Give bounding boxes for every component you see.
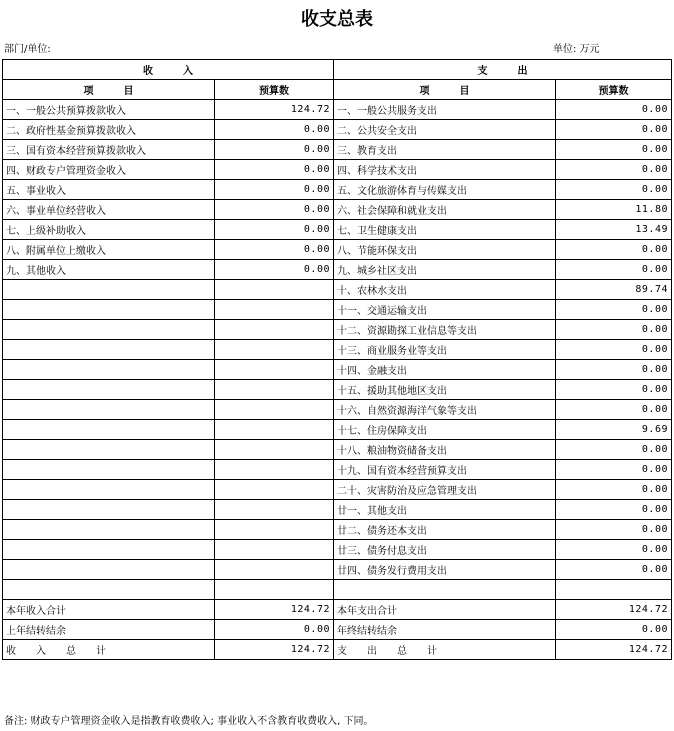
- income-item-value: 0.00: [215, 140, 334, 160]
- table-row: [3, 120, 672, 140]
- table-row: [3, 260, 672, 280]
- expense-item-value: 0.00: [556, 340, 672, 360]
- empty-cell: [215, 360, 334, 380]
- expense-item-name: 廿二、债务还本支出: [334, 520, 556, 540]
- table-row: [3, 280, 672, 300]
- empty-cell: [215, 320, 334, 340]
- empty-cell: [3, 460, 215, 480]
- expense-item-value: 0.00: [556, 140, 672, 160]
- table-row: [3, 360, 672, 380]
- income-item-name: 六、事业单位经营收入: [3, 200, 215, 220]
- table-row: [3, 340, 672, 360]
- empty-cell: [556, 580, 672, 600]
- empty-cell: [3, 480, 215, 500]
- expense-item-value: 0.00: [556, 500, 672, 520]
- expense-item-name: 十八、粮油物资储备支出: [334, 440, 556, 460]
- expense-item-name: 八、节能环保支出: [334, 240, 556, 260]
- income-item-value: 124.72: [215, 100, 334, 120]
- expense-item-value: 0.00: [556, 160, 672, 180]
- empty-cell: [215, 300, 334, 320]
- table-row: [3, 580, 672, 600]
- expense-year-total-value: 124.72: [556, 600, 672, 620]
- empty-cell: [3, 340, 215, 360]
- empty-cell: [215, 480, 334, 500]
- table-row: [3, 480, 672, 500]
- expense-item-name: 廿三、债务付息支出: [334, 540, 556, 560]
- empty-cell: [215, 400, 334, 420]
- income-budget-header: 预算数: [215, 80, 334, 100]
- empty-cell: [215, 460, 334, 480]
- empty-cell: [3, 400, 215, 420]
- empty-cell: [3, 560, 215, 580]
- expense-item-header: 项 目: [334, 80, 556, 100]
- carry-in-value: 0.00: [215, 620, 334, 640]
- total-row: [3, 640, 672, 660]
- expense-item-name: 七、卫生健康支出: [334, 220, 556, 240]
- expense-item-name: 十九、国有资本经营预算支出: [334, 460, 556, 480]
- expense-item-value: 0.00: [556, 540, 672, 560]
- table-row: [3, 160, 672, 180]
- carry-out-label: 年终结转结余: [334, 620, 556, 640]
- expense-year-total-label: 本年支出合计: [334, 600, 556, 620]
- expense-item-name: 十六、自然资源海洋气象等支出: [334, 400, 556, 420]
- expense-item-value: 0.00: [556, 120, 672, 140]
- expense-item-name: 十二、资源勘探工业信息等支出: [334, 320, 556, 340]
- page-title: 收支总表: [301, 9, 373, 30]
- department-label: 部门/单位:: [4, 44, 51, 55]
- expense-item-name: 十五、援助其他地区支出: [334, 380, 556, 400]
- expense-item-name: 一、一般公共服务支出: [334, 100, 556, 120]
- expense-item-value: 89.74: [556, 280, 672, 300]
- expense-item-value: 0.00: [556, 260, 672, 280]
- expense-item-value: 0.00: [556, 400, 672, 420]
- expense-item-name: 十三、商业服务业等支出: [334, 340, 556, 360]
- income-item-value: 0.00: [215, 180, 334, 200]
- table-row: [3, 460, 672, 480]
- total-row: [3, 620, 672, 640]
- empty-cell: [215, 420, 334, 440]
- expense-item-name: 十、农林水支出: [334, 280, 556, 300]
- empty-cell: [215, 540, 334, 560]
- expense-item-name: 九、城乡社区支出: [334, 260, 556, 280]
- expense-item-value: 9.69: [556, 420, 672, 440]
- income-item-name: 四、财政专户管理资金收入: [3, 160, 215, 180]
- empty-cell: [215, 340, 334, 360]
- empty-cell: [215, 440, 334, 460]
- empty-cell: [215, 580, 334, 600]
- expense-item-value: 0.00: [556, 180, 672, 200]
- column-header-row: [3, 80, 672, 100]
- income-item-value: 0.00: [215, 240, 334, 260]
- income-item-name: 一、一般公共预算拨款收入: [3, 100, 215, 120]
- expense-item-name: 十四、金融支出: [334, 360, 556, 380]
- income-item-name: 九、其他收入: [3, 260, 215, 280]
- empty-cell: [215, 380, 334, 400]
- empty-cell: [3, 360, 215, 380]
- expense-item-name: 二十、灾害防治及应急管理支出: [334, 480, 556, 500]
- empty-cell: [3, 500, 215, 520]
- empty-cell: [3, 440, 215, 460]
- expense-item-name: 十七、住房保障支出: [334, 420, 556, 440]
- table-row: [3, 380, 672, 400]
- empty-cell: [3, 320, 215, 340]
- table-row: [3, 540, 672, 560]
- income-item-name: 七、上级补助收入: [3, 220, 215, 240]
- unit-label: 单位: 万元: [553, 44, 600, 55]
- table-row: [3, 400, 672, 420]
- total-row: [3, 600, 672, 620]
- expense-item-value: 0.00: [556, 460, 672, 480]
- footnote: 备注: 财政专户管理资金收入是指教育收费收入; 事业收入不含教育收费收入, 下同。: [4, 716, 374, 727]
- income-year-total-label: 本年收入合计: [3, 600, 215, 620]
- empty-cell: [334, 580, 556, 600]
- empty-cell: [3, 420, 215, 440]
- expense-item-value: 0.00: [556, 300, 672, 320]
- table-row: [3, 520, 672, 540]
- table-row: [3, 180, 672, 200]
- expense-grand-total-value: 124.72: [556, 640, 672, 660]
- expense-item-name: 廿一、其他支出: [334, 500, 556, 520]
- expense-item-value: 0.00: [556, 480, 672, 500]
- income-item-value: 0.00: [215, 160, 334, 180]
- expense-section-header: 支 出: [334, 60, 672, 80]
- empty-cell: [3, 380, 215, 400]
- carry-in-label: 上年结转结余: [3, 620, 215, 640]
- expense-item-value: 0.00: [556, 360, 672, 380]
- income-expense-table: [2, 59, 672, 660]
- expense-grand-total-label: 支 出 总 计: [334, 640, 556, 660]
- expense-item-value: 0.00: [556, 100, 672, 120]
- table-row: [3, 440, 672, 460]
- table-row: [3, 500, 672, 520]
- empty-cell: [3, 520, 215, 540]
- table-row: [3, 240, 672, 260]
- income-year-total-value: 124.72: [215, 600, 334, 620]
- table-row: [3, 560, 672, 580]
- expense-item-value: 0.00: [556, 440, 672, 460]
- expense-item-name: 二、公共安全支出: [334, 120, 556, 140]
- income-grand-total-label: 收 入 总 计: [3, 640, 215, 660]
- table-row: [3, 200, 672, 220]
- expense-item-name: 五、文化旅游体育与传媒支出: [334, 180, 556, 200]
- income-item-name: 二、政府性基金预算拨款收入: [3, 120, 215, 140]
- income-item-header: 项 目: [3, 80, 215, 100]
- expense-item-value: 13.49: [556, 220, 672, 240]
- table-row: [3, 300, 672, 320]
- expense-item-value: 0.00: [556, 560, 672, 580]
- empty-cell: [3, 580, 215, 600]
- expense-item-name: 三、教育支出: [334, 140, 556, 160]
- expense-item-value: 0.00: [556, 520, 672, 540]
- carry-out-value: 0.00: [556, 620, 672, 640]
- expense-item-value: 0.00: [556, 320, 672, 340]
- income-item-value: 0.00: [215, 220, 334, 240]
- table-row: [3, 100, 672, 120]
- table-row: [3, 420, 672, 440]
- section-header-row: [3, 60, 672, 80]
- expense-item-value: 11.80: [556, 200, 672, 220]
- empty-cell: [215, 500, 334, 520]
- expense-item-name: 六、社会保障和就业支出: [334, 200, 556, 220]
- income-item-name: 八、附属单位上缴收入: [3, 240, 215, 260]
- expense-item-value: 0.00: [556, 380, 672, 400]
- empty-cell: [3, 280, 215, 300]
- income-item-value: 0.00: [215, 120, 334, 140]
- empty-cell: [3, 300, 215, 320]
- empty-cell: [3, 540, 215, 560]
- empty-cell: [215, 520, 334, 540]
- income-item-name: 三、国有资本经营预算拨款收入: [3, 140, 215, 160]
- income-item-value: 0.00: [215, 200, 334, 220]
- empty-cell: [215, 280, 334, 300]
- table-row: [3, 320, 672, 340]
- table-row: [3, 220, 672, 240]
- expense-item-name: 廿四、债务发行费用支出: [334, 560, 556, 580]
- table-row: [3, 140, 672, 160]
- income-section-header: 收 入: [3, 60, 334, 80]
- expense-budget-header: 预算数: [556, 80, 672, 100]
- income-grand-total-value: 124.72: [215, 640, 334, 660]
- income-item-name: 五、事业收入: [3, 180, 215, 200]
- income-item-value: 0.00: [215, 260, 334, 280]
- empty-cell: [215, 560, 334, 580]
- table-body: [3, 60, 672, 660]
- expense-item-name: 十一、交通运输支出: [334, 300, 556, 320]
- expense-item-name: 四、科学技术支出: [334, 160, 556, 180]
- expense-item-value: 0.00: [556, 240, 672, 260]
